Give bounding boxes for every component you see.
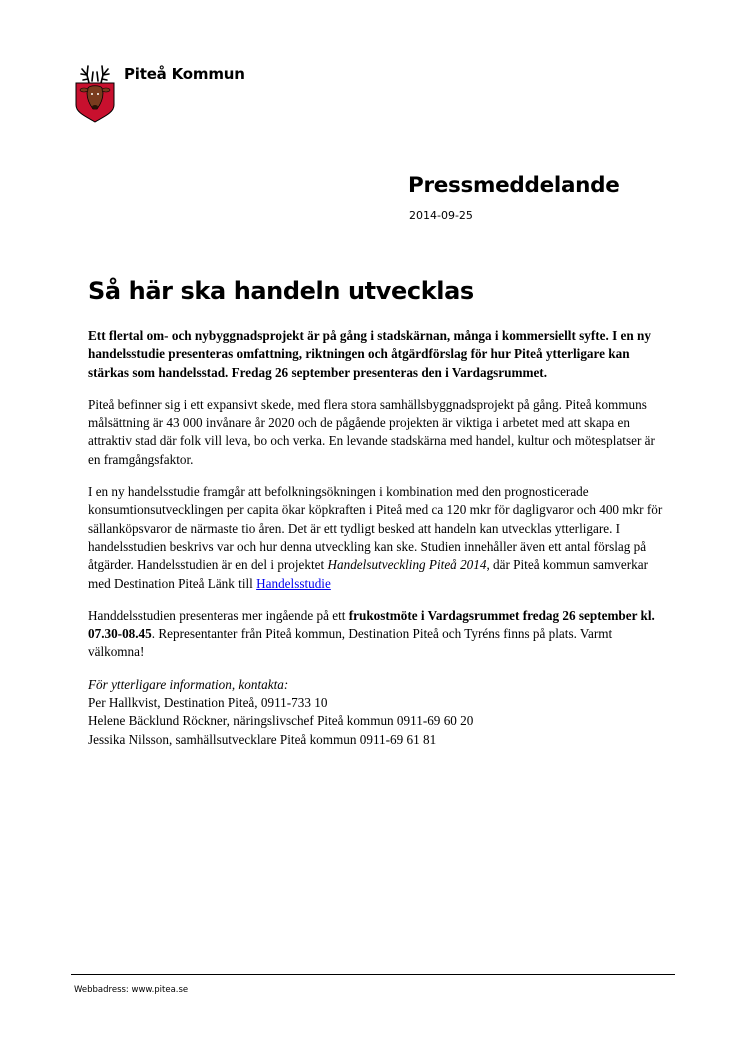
project-name: Handelsutveckling Piteå 2014 (327, 557, 487, 573)
document-date: 2014-09-25 (409, 209, 473, 222)
paragraph-2 (88, 483, 666, 593)
paragraph-3-text: Handdelsstudien presenteras mer ingående på ett (88, 607, 349, 623)
headline: Så här ska handeln utvecklas (88, 277, 474, 305)
paragraph-3 (88, 607, 666, 662)
lead-paragraph: Ett flertal om- och nybyggnadsprojekt är på gång i stadskärnan, många i kommersiellt syfte. I en ny handelsstudie presenteras omfattning, riktningen och åtgärdförslag för hur Piteå ytterligare kan stärkas som handelsstad. Fredag 26 september presenteras den i Vardagsrummet. (88, 328, 651, 380)
contact-person: Jessika Nilsson, samhällsutvecklare Piteå kommun 0911-69 61 81 (88, 731, 437, 747)
handelsstudie-link[interactable]: Handelsstudie (256, 575, 331, 591)
footer-divider (71, 974, 675, 975)
contact-person: Helene Bäcklund Röckner, näringslivschef Piteå kommun 0911-69 60 20 (88, 713, 474, 729)
paragraph-2-text: I en ny handelsstudie framgår att befolkningsökningen i kombination med den prognosticerade konsumtionsutvecklingen per capita ökar köpkraften i Piteå med ca 120 mkr för dagligvaror och 400 mkr för sällanköpsvaror de närmaste tio åren. Det är ett tydligt besked att handeln kan utvecklas ytterligare. I handelsstudien beskrivs var och hur denna utveckling kan ske. Studien innehåller även ett antal förslag på åtgärder. Handelsstudien är en del i projektet (88, 484, 663, 573)
paragraph-1: Piteå befinner sig i ett expansivt skede, med flera stora samhällsbyggnadsprojekt på gång. Piteå kommuns målsättning är 43 000 invånare år 2020 och de pågående projekten är viktiga i arbetet med att skapa en attraktiv stad där folk vill leva, bo och verka. En levande stadskärna med handel, kultur och mötesplatser är en framgångsfaktor. (88, 396, 655, 467)
pitea-coat-of-arms-icon (73, 61, 117, 123)
contacts-heading: För ytterligare information, kontakta: (88, 676, 289, 692)
document-type: Pressmeddelande (408, 173, 620, 198)
paragraph-3-text-end: . Representanter från Piteå kommun, Destination Piteå och Tyréns finns på plats. Varmt välkomna! (88, 626, 613, 660)
article-body (88, 327, 666, 749)
organization-name: Piteå Kommun (124, 65, 245, 83)
event-details: frukostmöte i Vardagsrummet fredag 26 september kl. 07.30-08.45 (88, 607, 655, 642)
contact-person: Per Hallkvist, Destination Piteå, 0911-733 10 (88, 695, 328, 711)
contacts-block (88, 676, 666, 749)
paragraph-2-text-cont: , där Piteå kommun samverkar med Destination Piteå Länk till (88, 557, 648, 591)
footer-web-address: Webbadress: www.pitea.se (74, 985, 189, 995)
